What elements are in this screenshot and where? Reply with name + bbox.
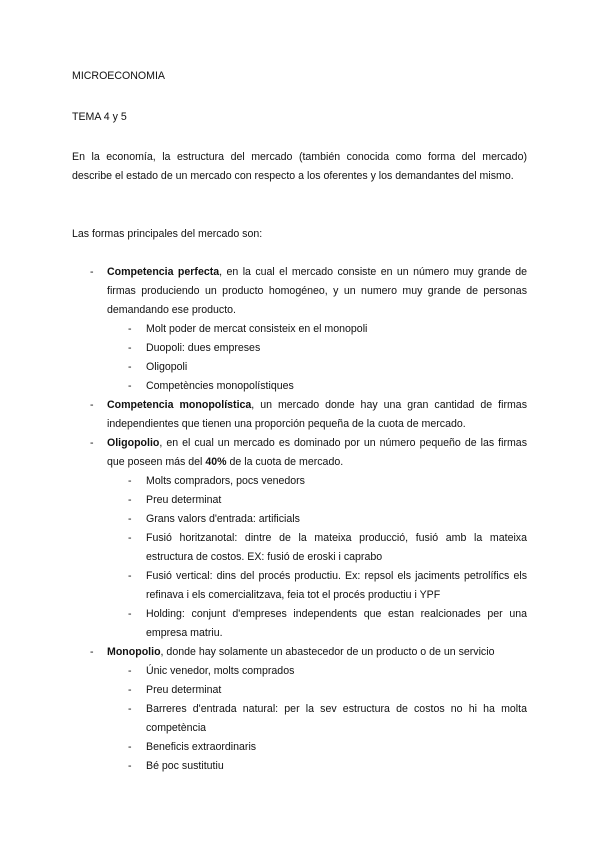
sub-list-item: Preu determinat [146,684,222,696]
bullet-dash: - [90,437,94,449]
item-text: , un mercado donde hay una gran cantidad de firmas independientes que tienen una proporción pequeña de la cuota de mercado. [107,399,527,430]
sub-list-item: Preu determinat [146,494,222,506]
sub-bullet-dash: - [128,684,132,696]
list-item-competencia-monopolistica [107,396,527,434]
sub-bullet-dash: - [128,703,132,715]
sub-bullet-dash: - [128,608,132,620]
list-item-competencia-perfecta [107,263,527,320]
sub-bullet-dash: - [128,741,132,753]
sub-list-item: Holding: conjunt d'empreses independents que estan realcionades per una empresa matriu. [146,608,527,639]
list-item-monopolio [107,643,527,662]
bullet-dash: - [90,646,94,658]
sub-bullet-dash: - [128,361,132,373]
document-title: MICROECONOMIA [72,70,165,82]
item-text: de la cuota de mercado. [226,456,344,468]
sub-list-item: Competències monopolístiques [146,380,294,392]
sub-bullet-dash: - [128,342,132,354]
item-text: , en la cual el mercado consiste en un número muy grande de firmas produciendo un producto homogéneo, y un numero muy grande de personas demandando ese producto. [107,266,527,316]
item-text: , en el cual un mercado es dominado por un número pequeño de las firmas que poseen más del [107,437,527,468]
sub-bullet-dash: - [128,570,132,582]
sub-bullet-dash: - [128,323,132,335]
sub-list-item: Beneficis extraordinaris [146,741,257,753]
list-item-oligopolio [107,434,527,472]
bullet-dash: - [90,266,94,278]
item-text: , donde hay solamente un abastecedor de un producto o de un servicio [160,646,495,658]
sub-list-item: Grans valors d'entrada: artificials [146,513,300,525]
term-oligopolio: Oligopolio [107,437,160,449]
sub-list-item: Molt poder de mercat consisteix en el monopoli [146,323,368,335]
sub-list-item: Duopoli: dues empreses [146,342,261,354]
sub-list-item: Fusió vertical: dins del procés productiu. Ex: repsol els jaciments petrolífics els refinava i els comercialitzava, feia tot el procés productiu i YPF [146,570,527,601]
bullet-dash: - [90,399,94,411]
sub-bullet-dash: - [128,665,132,677]
lead-sentence: Las formas principales del mercado son: [72,228,263,240]
sub-list-item: Oligopoli [146,361,188,373]
intro-paragraph: En la economía, la estructura del mercado (también conocida como forma del mercado) describe el estado de un mercado con respecto a los oferentes y los demandantes del mismo. [72,151,527,182]
sub-bullet-dash: - [128,494,132,506]
sub-bullet-dash: - [128,532,132,544]
sub-list-item: Bé poc sustitutiu [146,760,224,772]
document-subtitle: TEMA 4 y 5 [72,111,127,123]
sub-bullet-dash: - [128,760,132,772]
sub-list-item: Fusió horitzanotal: dintre de la mateixa producció, fusió amb la mateixa estructura de costos. EX: fusió de eroski i caprabo [146,532,527,563]
sub-bullet-dash: - [128,475,132,487]
sub-list-item: Barreres d'entrada natural: per la sev estructura de costos no hi ha molta competència [146,703,527,734]
term-competencia-monopolistica: Competencia monopolística [107,399,252,411]
sub-list-item: Molts compradors, pocs venedors [146,475,305,487]
term-competencia-perfecta: Competencia perfecta [107,266,220,278]
term-monopolio: Monopolio [107,646,161,658]
emphasis-percentage: 40% [205,456,227,468]
sub-bullet-dash: - [128,513,132,525]
sub-bullet-dash: - [128,380,132,392]
sub-list-item: Únic venedor, molts comprados [146,665,295,677]
